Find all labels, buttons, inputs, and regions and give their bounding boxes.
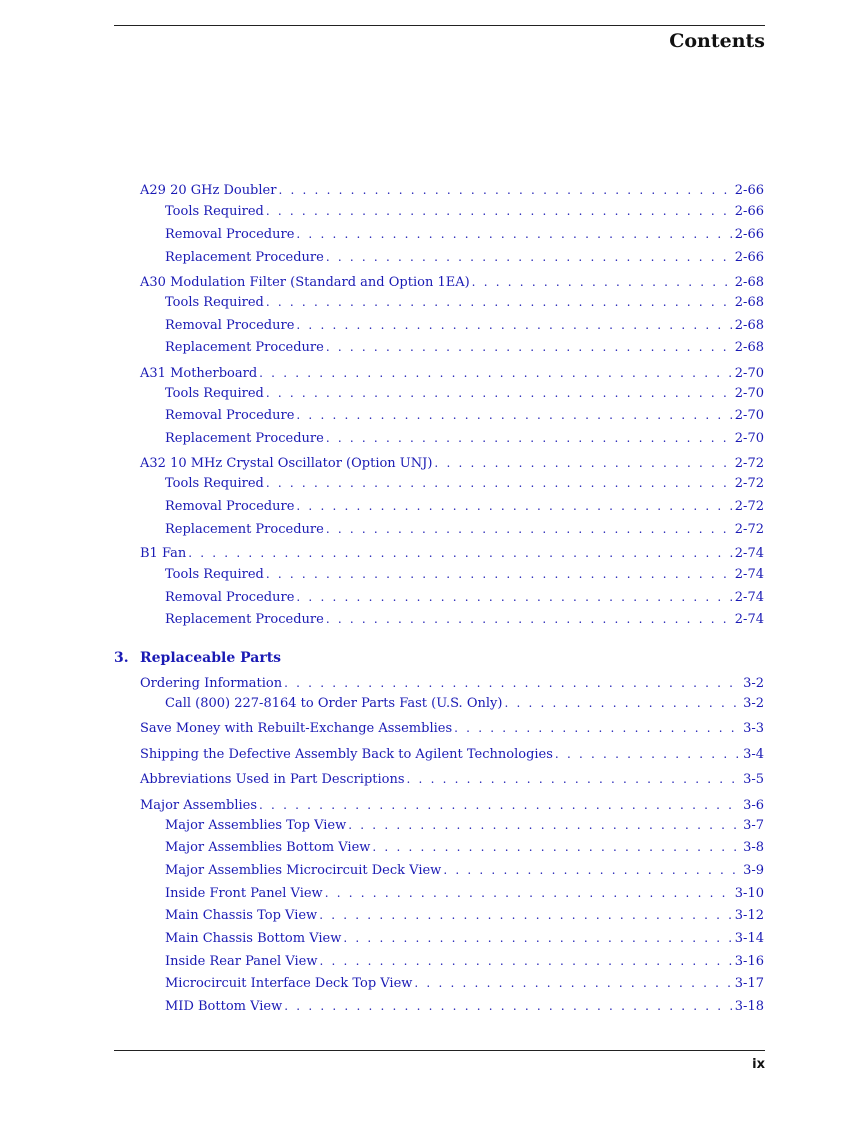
toc-entry-label: MID Bottom View xyxy=(165,999,283,1014)
toc-entry-label: Tools Required xyxy=(165,476,264,491)
toc-entry-label: Replacement Procedure xyxy=(165,340,324,355)
dot-leader xyxy=(259,798,741,812)
toc-entry-page: 2-66 xyxy=(734,183,764,198)
dot-leader xyxy=(266,567,733,581)
toc-entry-page: 3-5 xyxy=(743,772,764,787)
toc-entry-label: Replacement Procedure xyxy=(165,431,324,446)
dot-leader xyxy=(414,976,732,990)
dot-leader xyxy=(188,546,733,560)
dot-leader xyxy=(326,612,733,626)
toc-entry-label: Replacement Procedure xyxy=(165,522,324,537)
toc-entry[interactable] xyxy=(0,676,764,694)
toc-entry[interactable] xyxy=(0,696,764,714)
dot-leader xyxy=(555,747,741,761)
toc-entry-page: 3-9 xyxy=(743,863,764,878)
toc-entry-page: 3-18 xyxy=(734,999,764,1014)
toc-entry-label: A32 10 MHz Crystal Oscillator (Option UNJ) xyxy=(140,456,433,471)
footer-rule xyxy=(114,1050,765,1051)
toc-entry[interactable] xyxy=(0,275,764,293)
dot-leader xyxy=(504,696,741,710)
dot-leader xyxy=(372,840,741,854)
toc-entry-label: Tools Required xyxy=(165,386,264,401)
chapter-number: 3. xyxy=(114,650,129,666)
toc-entry[interactable] xyxy=(0,340,764,358)
toc-entry-page: 3-14 xyxy=(734,931,764,946)
toc-entry-label: Abbreviations Used in Part Descriptions xyxy=(140,772,405,787)
toc-entry-page: 2-70 xyxy=(734,366,764,381)
dot-leader xyxy=(266,295,733,309)
toc-entry-label: Ordering Information xyxy=(140,676,283,691)
toc-entry-page: 2-70 xyxy=(734,386,764,401)
toc-entry[interactable] xyxy=(0,366,764,384)
dot-leader xyxy=(296,227,732,241)
toc-entry-label: Major Assemblies Microcircuit Deck View xyxy=(165,863,442,878)
dot-leader xyxy=(325,886,733,900)
toc-entry[interactable] xyxy=(0,456,764,474)
toc-entry[interactable] xyxy=(0,908,764,926)
toc-entry[interactable] xyxy=(0,476,764,494)
toc-entry-page: 2-74 xyxy=(734,546,764,561)
toc-entry-page: 3-16 xyxy=(734,954,764,969)
toc-entry-label: Call (800) 227-8164 to Order Parts Fast (U.S. Only) xyxy=(165,696,503,711)
dot-leader xyxy=(296,318,732,332)
toc-entry[interactable] xyxy=(0,999,764,1017)
dot-leader xyxy=(348,818,741,832)
toc-entry-page: 2-70 xyxy=(734,408,764,423)
toc-entry-label: Inside Rear Panel View xyxy=(165,954,318,969)
dot-leader xyxy=(319,908,733,922)
dot-leader xyxy=(259,366,733,380)
dot-leader xyxy=(326,522,733,536)
toc-entry[interactable] xyxy=(0,840,764,858)
toc-entry-label: Major Assemblies xyxy=(140,798,258,813)
toc-entry-page: 3-12 xyxy=(734,908,764,923)
toc-entry[interactable] xyxy=(0,183,764,201)
toc-entry-label: A31 Motherboard xyxy=(140,366,258,381)
toc-entry[interactable] xyxy=(0,250,764,268)
toc-entry-page: 2-66 xyxy=(734,204,764,219)
toc-entry-page: 3-4 xyxy=(743,747,764,762)
toc-entry-page: 2-66 xyxy=(734,227,764,242)
dot-leader xyxy=(407,772,742,786)
dot-leader xyxy=(319,954,732,968)
toc-entry[interactable] xyxy=(0,499,764,517)
toc-entry-label: Removal Procedure xyxy=(165,227,295,242)
toc-entry[interactable] xyxy=(0,954,764,972)
toc-entry-page: 2-68 xyxy=(734,318,764,333)
toc-entry[interactable] xyxy=(0,227,764,245)
toc-entry-page: 2-72 xyxy=(734,522,764,537)
toc-entry[interactable] xyxy=(0,386,764,404)
toc-entry[interactable] xyxy=(0,798,764,816)
dot-leader xyxy=(266,476,733,490)
toc-entry[interactable] xyxy=(0,318,764,336)
toc-entry-label: Major Assemblies Bottom View xyxy=(165,840,371,855)
toc-entry[interactable] xyxy=(0,886,764,904)
toc-entry-label: Main Chassis Top View xyxy=(165,908,318,923)
toc-entry-label: Tools Required xyxy=(165,567,264,582)
toc-entry-page: 2-66 xyxy=(734,250,764,265)
chapter-title: Replaceable Parts xyxy=(140,650,282,666)
toc-entry-label: Shipping the Defective Assembly Back to Agilent Technologies xyxy=(140,747,553,762)
dot-leader xyxy=(278,183,732,197)
dot-leader xyxy=(326,250,733,264)
toc-entry-label: Main Chassis Bottom View xyxy=(165,931,342,946)
toc-entry-label: B1 Fan xyxy=(140,546,187,561)
page-number: ix xyxy=(752,1057,765,1072)
toc-entry-label: Removal Procedure xyxy=(165,318,295,333)
dot-leader xyxy=(472,275,733,289)
toc-entry-page: 2-72 xyxy=(734,476,764,491)
toc-entry[interactable] xyxy=(0,522,764,540)
dot-leader xyxy=(296,408,732,422)
toc-entry[interactable] xyxy=(0,772,764,790)
toc-entry-label: A30 Modulation Filter (Standard and Option 1EA) xyxy=(140,275,470,290)
dot-leader xyxy=(266,386,733,400)
toc-entry-page: 2-74 xyxy=(734,590,764,605)
toc-entry-label: Replacement Procedure xyxy=(165,250,324,265)
toc-entry-label: Inside Front Panel View xyxy=(165,886,323,901)
toc-entry-label: Major Assemblies Top View xyxy=(165,818,347,833)
toc-entry-page: 3-2 xyxy=(743,676,764,691)
toc-entry-page: 2-68 xyxy=(734,340,764,355)
toc-entry[interactable] xyxy=(0,747,764,765)
dot-leader xyxy=(326,340,733,354)
dot-leader xyxy=(266,204,733,218)
dot-leader xyxy=(343,931,732,945)
toc-entry-page: 3-8 xyxy=(743,840,764,855)
toc-entry[interactable] xyxy=(0,567,764,585)
toc-entry[interactable] xyxy=(0,818,764,836)
dot-leader xyxy=(296,590,732,604)
dot-leader xyxy=(296,499,732,513)
dot-leader xyxy=(284,999,733,1013)
toc-entry[interactable] xyxy=(0,546,764,564)
toc-entry[interactable] xyxy=(0,295,764,313)
toc-entry[interactable] xyxy=(0,931,764,949)
toc-entry-label: Removal Procedure xyxy=(165,408,295,423)
toc-entry-page: 2-74 xyxy=(734,567,764,582)
toc-entry-page: 3-10 xyxy=(734,886,764,901)
toc-entry[interactable] xyxy=(0,976,764,994)
toc-entry-label: Replacement Procedure xyxy=(165,612,324,627)
toc-entry[interactable] xyxy=(0,863,764,881)
toc-entry-label: Removal Procedure xyxy=(165,590,295,605)
toc-entry[interactable] xyxy=(0,204,764,222)
toc-entry[interactable] xyxy=(0,408,764,426)
toc-entry-page: 3-17 xyxy=(734,976,764,991)
toc-entry-page: 2-72 xyxy=(734,499,764,514)
dot-leader xyxy=(434,456,732,470)
toc-entry-label: Tools Required xyxy=(165,295,264,310)
toc-entry-label: A29 20 GHz Doubler xyxy=(140,183,277,198)
toc-entry-page: 2-72 xyxy=(734,456,764,471)
toc-entry-page: 3-6 xyxy=(743,798,764,813)
header-rule xyxy=(114,25,765,26)
toc-entry-page: 2-68 xyxy=(734,275,764,290)
dot-leader xyxy=(443,863,741,877)
toc-entry-label: Tools Required xyxy=(165,204,264,219)
toc-entry[interactable] xyxy=(0,431,764,449)
toc-entry[interactable] xyxy=(0,590,764,608)
toc-entry-label: Microcircuit Interface Deck Top View xyxy=(165,976,413,991)
toc-entry-page: 2-70 xyxy=(734,431,764,446)
toc-entry[interactable] xyxy=(0,721,764,739)
dot-leader xyxy=(284,676,741,690)
toc-entry-page: 3-7 xyxy=(743,818,764,833)
dot-leader xyxy=(454,721,741,735)
toc-entry-page: 3-2 xyxy=(743,696,764,711)
toc-entry-label: Save Money with Rebuilt-Exchange Assemblies xyxy=(140,721,453,736)
dot-leader xyxy=(326,431,733,445)
toc-entry-page: 2-74 xyxy=(734,612,764,627)
chapter-heading[interactable] xyxy=(114,650,281,668)
toc-entry-page: 3-3 xyxy=(743,721,764,736)
toc-entry-label: Removal Procedure xyxy=(165,499,295,514)
page-title: Contents xyxy=(669,30,765,52)
toc-entry-page: 2-68 xyxy=(734,295,764,310)
toc-entry[interactable] xyxy=(0,612,764,630)
